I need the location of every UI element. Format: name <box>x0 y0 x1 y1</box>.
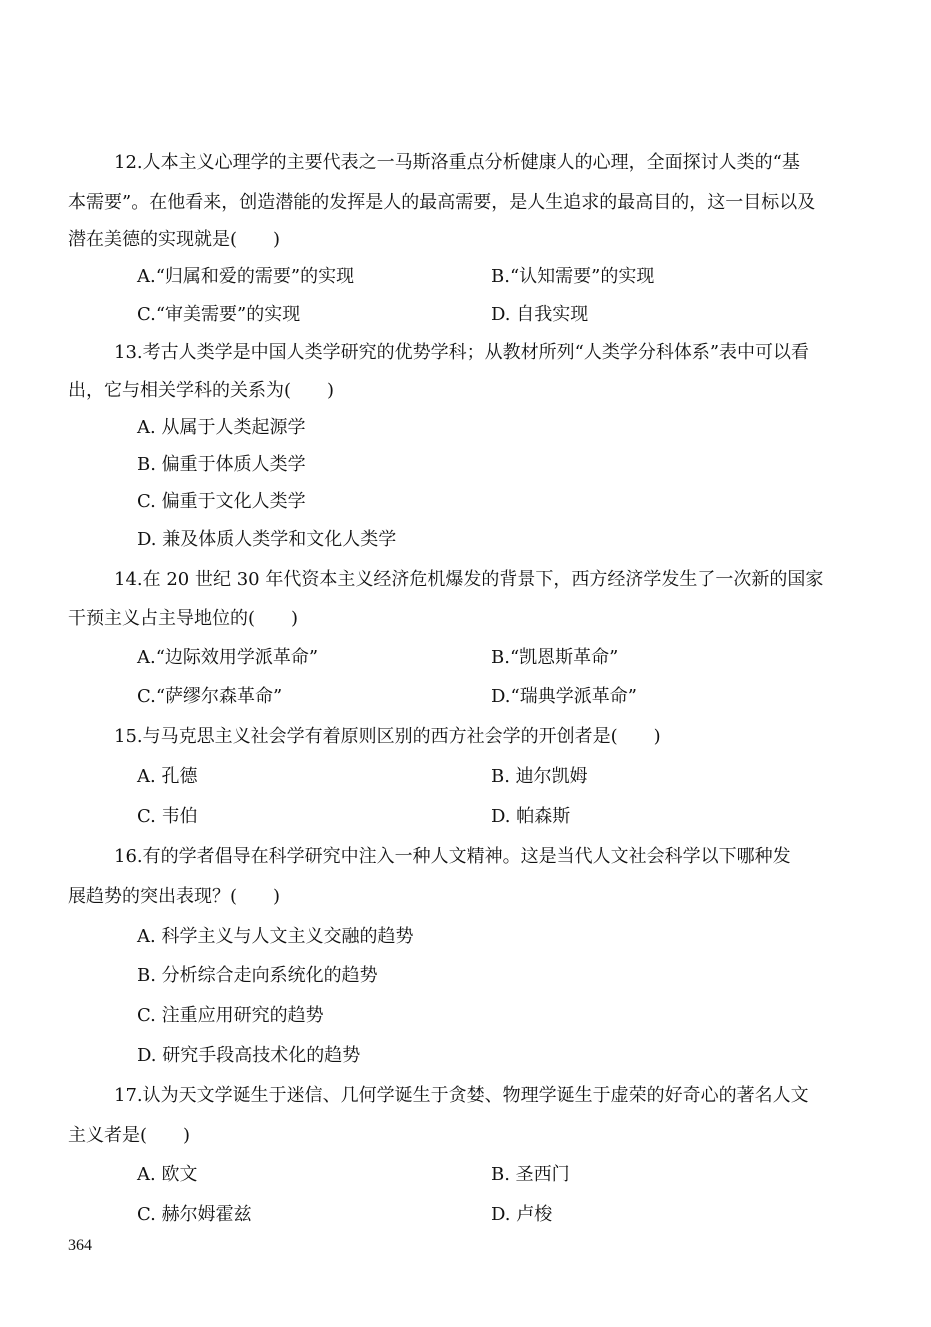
question-12-option-c: C.“审美需要”的实现 <box>137 304 301 325</box>
question-15-option-b: B. 迪尔凯姆 <box>491 766 588 787</box>
question-13-option-c: C. 偏重于文化人类学 <box>137 491 306 512</box>
question-17-line-1: 17.认为天文学诞生于迷信、几何学诞生于贪婪、物理学诞生于虚荣的好奇心的著名人文 <box>114 1085 809 1106</box>
question-14-line-2: 干预主义占主导地位的( ) <box>68 608 299 629</box>
question-13-line-2: 出，它与相关学科的关系为( ) <box>68 380 335 401</box>
question-12-line-2: 本需要”。在他看来，创造潜能的发挥是人的最高需要，是人生追求的最高目的，这一目标以及 <box>68 192 816 213</box>
question-14-line-1: 14.在 20 世纪 30 年代资本主义经济危机爆发的背景下，西方经济学发生了一次新的国家 <box>114 569 824 590</box>
question-14-option-b: B.“凯恩斯革命” <box>491 647 619 668</box>
page-number: 364 <box>68 1237 92 1254</box>
question-17-option-b: B. 圣西门 <box>491 1164 570 1185</box>
question-13-option-a: A. 从属于人类起源学 <box>137 417 306 438</box>
question-12-line-1: 12.人本主义心理学的主要代表之一马斯洛重点分析健康人的心理，全面探讨人类的“基 <box>114 152 800 173</box>
question-16-line-1: 16.有的学者倡导在科学研究中注入一种人文精神。这是当代人文社会科学以下哪种发 <box>114 846 791 867</box>
question-15-option-a: A. 孔德 <box>137 766 198 787</box>
question-15-option-d: D. 帕森斯 <box>491 806 571 827</box>
question-16-option-b: B. 分析综合走向系统化的趋势 <box>137 965 378 986</box>
question-16-option-d: D. 研究手段高技术化的趋势 <box>137 1045 361 1066</box>
question-16-option-c: C. 注重应用研究的趋势 <box>137 1005 324 1026</box>
question-12-option-d: D. 自我实现 <box>491 304 589 325</box>
question-13-option-b: B. 偏重于体质人类学 <box>137 454 306 475</box>
question-17-option-d: D. 卢梭 <box>491 1204 553 1225</box>
question-16-line-2: 展趋势的突出表现？( ) <box>68 886 281 907</box>
question-12-option-b: B.“认知需要”的实现 <box>491 266 655 287</box>
question-12-line-3: 潜在美德的实现就是( ) <box>68 229 281 250</box>
question-17-option-c: C. 赫尔姆霍兹 <box>137 1204 252 1225</box>
question-15-option-c: C. 韦伯 <box>137 806 198 827</box>
question-14-option-a: A.“边际效用学派革命” <box>137 647 319 668</box>
question-13-line-1: 13.考古人类学是中国人类学研究的优势学科；从教材所列“人类学分科体系”表中可以看 <box>114 342 810 363</box>
question-17-line-2: 主义者是( ) <box>68 1125 191 1146</box>
question-13-option-d: D. 兼及体质人类学和文化人类学 <box>137 529 397 550</box>
question-15-line-1: 15.与马克思主义社会学有着原则区别的西方社会学的开创者是( ) <box>114 726 661 747</box>
question-14-option-c: C.“萨缪尔森革命” <box>137 686 283 707</box>
question-17-option-a: A. 欧文 <box>137 1164 198 1185</box>
question-16-option-a: A. 科学主义与人文主义交融的趋势 <box>137 926 414 947</box>
question-14-option-d: D.“瑞典学派革命” <box>491 686 637 707</box>
question-12-option-a: A.“归属和爱的需要”的实现 <box>137 266 355 287</box>
